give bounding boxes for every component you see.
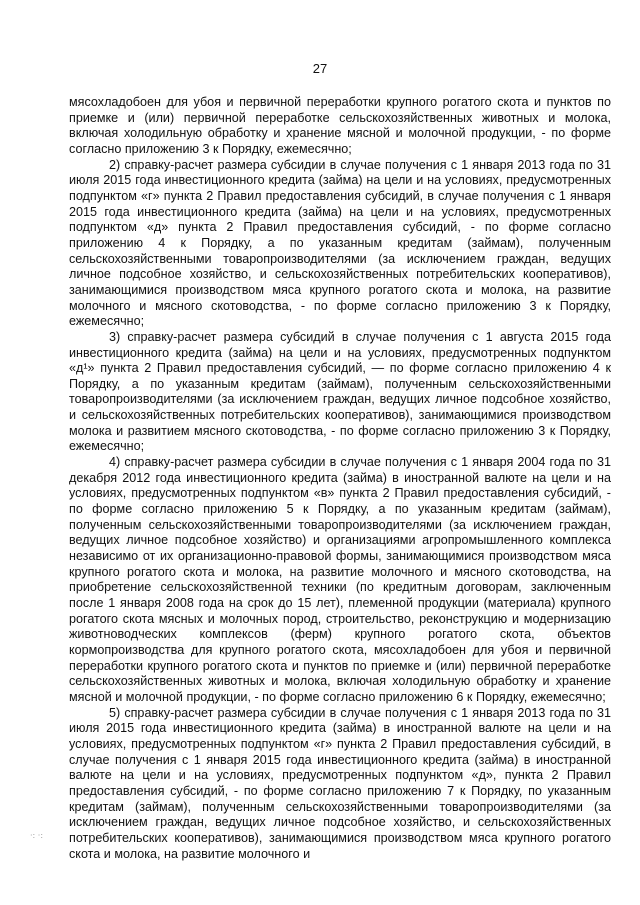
paragraph-item-3: 3) справку-расчет размера субсидий в случае получения с 1 августа 2015 года инвестиционного кредита (займа) на цели и на условиях, предусмотренных подпунктом «д¹» пункта 2 Правил предоставления субсидий, — по форме согласно приложению 4 к Порядку, а по указанным кредитам (займам), полученным сельскохозяйственными товаропроизводителями (за исключением граждан, ведущих личное подсобное хозяйство, и сельскохозяйственных потребительских кооперативов), занимающимися производством молока и развитием мясного скотоводства, - по форме согласно приложению 3 к Порядку, ежемесячно;	[69, 329, 611, 454]
paragraph-continuation: мясохладобоен для убоя и первичной переработки крупного рогатого скота и пунктов по приемке и (или) первичной переработке сельскохозяйственных животных и молока, включая холодильную обработку и хранение мясной и молочной продукции, - по форме согласно приложению 3 к Порядку, ежемесячно;	[69, 95, 611, 156]
page-number: 27	[312, 61, 328, 76]
paragraph-item-4: 4) справку-расчет размера субсидии в случае получения с 1 января 2004 года по 31 декабря 2012 года инвестиционного кредита (займа) в иностранной валюте на цели и на условиях, предусмотренных подпунктом «в» пункта 2 Правил предоставления субсидий, - по форме согласно приложению 5 к Порядку, а по указанным кредитам (займам), полученным сельскохозяйственными товаропроизводителями (за исключением граждан, ведущих личное подсобное хозяйство) и организациями агропромышленного комплекса независимо от их организационно-правовой формы, занимающимися производством мяса крупного рогатого скота и молока, на развитие молочного и мясного скотоводства, на приобретение сельскохозяйственной техники (по кредитным договорам, заключенным после 1 января 2008 года на срок до 15 лет), племенной продукции (материала) крупного рогатого скота мясных и молочных пород, строительство, реконструкцию и модернизацию животноводческих комплексов (ферм) крупного рогатого скота, объектов кормопроизводства для крупного рогатого скота, мясохладобоен для убоя и первичной переработки крупного рогатого скота и пунктов по приемке и (или) первичной переработке сельскохозяйственных животных и молока, включая холодильную обработку и хранение мясной и молочной продукции, - по форме согласно приложению 6 к Порядку, ежемесячно;	[69, 455, 611, 704]
scan-margin-mark: ·: ·:	[30, 831, 44, 840]
paragraph-item-2: 2) справку-расчет размера субсидии в случае получения с 1 января 2013 года по 31 июля 2015 года инвестиционного кредита (займа) на цели и на условиях, предусмотренных подпунктом «г» пункта 2 Правил предоставления субсидий, в случае получения с 1 января 2015 года инвестиционного кредита (займа) на цели и на условиях, предусмотренных подпунктом «д» пункта 2 Правил предоставления субсидий, - по форме согласно приложению 4 к Порядку, а по указанным кредитам (займам), полученным сельскохозяйственными товаропроизводителями (за исключением граждан, ведущих личное подсобное хозяйство, и сельскохозяйственных потребительских кооперативов), занимающимися производством мяса крупного рогатого скота и молока, на развитие молочного и мясного скотоводства, - по форме согласно приложению 3 к Порядку, ежемесячно;	[69, 157, 611, 329]
paragraph-item-5: 5) справку-расчет размера субсидии в случае получения с 1 января 2013 года по 31 июля 2015 года инвестиционного кредита (займа) в иностранной валюте на цели и на условиях, предусмотренных подпунктом «г» пункта 2 Правил предоставления субсидий, в случае получения с 1 января 2015 года инвестиционного кредита (займа) в иностранной валюте на цели и на условиях, предусмотренных подпунктом «д», пункта 2 Правил предоставления субсидий, - по форме согласно приложению 7 к Порядку, по указанным кредитам (займам), полученным сельскохозяйственными товаропроизводителями (за исключением граждан, ведущих личное подсобное хозяйство, и сельскохозяйственных потребительских кооперативов), занимающимися производством мяса крупного рогатого скота и молока, на развитие молочного и	[69, 705, 611, 861]
document-body	[69, 95, 611, 862]
